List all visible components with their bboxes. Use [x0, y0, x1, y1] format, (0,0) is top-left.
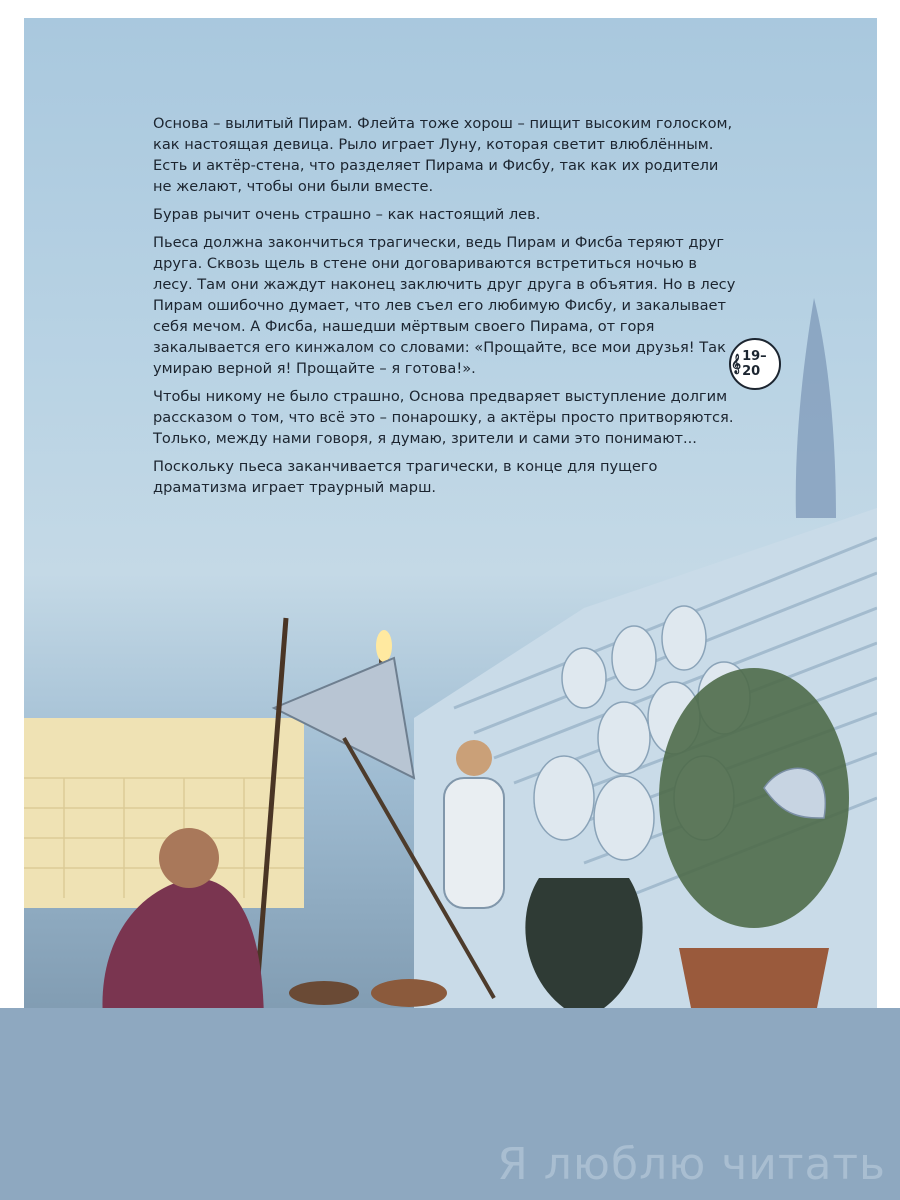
cypress-tree: [796, 298, 836, 518]
paragraph-2: Бурав рычит очень страшно – как настоящий лев.: [153, 206, 541, 223]
story-text: [153, 113, 738, 505]
paragraph-3: Пьеса должна закончиться трагически, ведь Пирам и Фисба теряют друг друга. Сквозь щель в стене они договариваются встретиться ночью в лесу. Там они жаждут наконец заключить друг друга в объятия. Но в лесу Пирам ошибочно думает, что лев съел его любимую Фисбу, и закалывает себя мечом. А Фисба, нашедши мёртвым своего Пирама, от горя закалывается его кинжалом со словами: «Прощайте, все мои друзья! Так умираю верной я! Прощайте – я готова!».: [153, 234, 736, 377]
footer-band: [0, 1008, 900, 1200]
stage-backdrop: [24, 718, 304, 908]
audio-track-badge: [729, 338, 781, 390]
paragraph-4: Чтобы никому не было страшно, Основа предваряет выступление долгим рассказом о том, что всё это – понарошку, а актёры просто притворяются. Только, между нами говоря, я думаю, зрители и сами это понимают...: [153, 388, 734, 447]
book-page: [24, 18, 877, 1028]
boy-with-fan: [444, 778, 504, 908]
watermark-label: Я люблю читать: [497, 1139, 886, 1190]
torch-flame: [376, 630, 392, 662]
track-number: 19–20: [742, 349, 767, 379]
music-note-icon: 𝄞: [731, 354, 742, 374]
paragraph-5: Поскольку пьеса заканчивается трагически, в конце для пущего драматизма играет траурный марш.: [153, 458, 658, 496]
paragraph-1: Основа – вылитый Пирам. Флейта тоже хорош – пищит высоким голоском, как настоящая девица. Рыло играет Луну, которая светит влюблённым. Есть и актёр-стена, что разделяет Пирама и Фисбу, так как их родители не желают, чтобы они были вместе.: [153, 115, 733, 195]
